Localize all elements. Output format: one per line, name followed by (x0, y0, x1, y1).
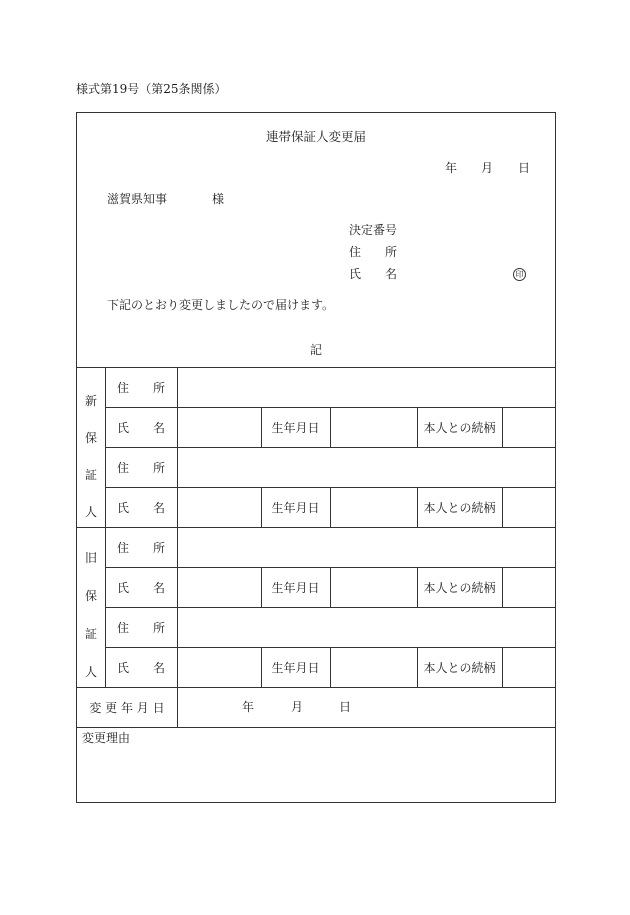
change-reason-field[interactable] (77, 748, 555, 802)
date-month-label: 月 (481, 161, 494, 175)
old-guarantor-1-address-field[interactable] (177, 527, 555, 567)
old-guarantor-2-relation-field[interactable] (502, 647, 555, 687)
address-label: 住 所 (116, 540, 165, 555)
old-guarantor-2-address-field[interactable] (177, 607, 555, 647)
new-guarantor-char: 人 (84, 505, 97, 519)
address-label: 住 所 (116, 460, 165, 475)
seal-mark: 印 (513, 268, 526, 281)
applicant-address-label: 住 所 (349, 245, 398, 259)
date-day-label: 日 (518, 161, 531, 175)
relation-label: 本人との続柄 (423, 660, 496, 675)
change-reason-label: 変更理由 (82, 731, 131, 745)
old-guarantor-2-name-field[interactable] (177, 647, 261, 687)
old-guarantor-1-relation-field[interactable] (502, 567, 555, 607)
new-guarantor-2-birthdate-field[interactable] (330, 487, 417, 527)
applicant-name-label: 氏 名 (349, 267, 398, 281)
relation-label: 本人との続柄 (423, 580, 496, 595)
relation-label: 本人との続柄 (423, 500, 496, 515)
intro-text: 下記のとおり変更しましたので届けます。 (107, 298, 335, 312)
addressee: 滋賀県知事 (107, 192, 168, 206)
form-number: 様式第19号（第25条関係） (76, 82, 227, 96)
new-guarantor-2-address-field[interactable] (177, 447, 555, 487)
new-guarantor-1-birthdate-field[interactable] (330, 407, 417, 447)
old-guarantor-label (77, 527, 105, 687)
form-title: 連帯保証人変更届 (265, 129, 366, 144)
new-guarantor-2-relation-field[interactable] (502, 487, 555, 527)
birthdate-label: 生年月日 (271, 580, 320, 595)
change-date-month-label: 月 (291, 700, 304, 714)
new-guarantor-char: 新 (84, 394, 97, 408)
new-guarantor-1-relation-field[interactable] (502, 407, 555, 447)
old-guarantor-2-birthdate-field[interactable] (330, 647, 417, 687)
old-guarantor-1-name-field[interactable] (177, 567, 261, 607)
ki-heading: 記 (309, 343, 322, 357)
old-guarantor-1-birthdate-field[interactable] (330, 567, 417, 607)
name-label: 氏 名 (116, 500, 165, 515)
old-guarantor-char: 証 (84, 627, 97, 641)
date-year-label: 年 (445, 161, 458, 175)
change-date-label: 変 更 年 月 日 (89, 700, 165, 715)
honorific: 様 (212, 192, 225, 206)
name-label: 氏 名 (116, 660, 165, 675)
change-date-day-label: 日 (339, 700, 352, 714)
new-guarantor-1-address-field[interactable] (177, 367, 555, 407)
address-label: 住 所 (116, 620, 165, 635)
reason-top-line (77, 727, 555, 728)
old-guarantor-char: 人 (84, 665, 97, 679)
old-guarantor-char: 旧 (84, 551, 97, 565)
form-frame (76, 112, 556, 803)
new-guarantor-char: 保 (84, 431, 97, 445)
change-date-year-label: 年 (242, 700, 255, 714)
name-label: 氏 名 (116, 580, 165, 595)
decision-number-label: 決定番号 (349, 223, 398, 237)
new-guarantor-label (77, 367, 105, 527)
birthdate-label: 生年月日 (271, 500, 320, 515)
birthdate-label: 生年月日 (271, 660, 320, 675)
old-guarantor-char: 保 (84, 589, 97, 603)
new-guarantor-2-name-field[interactable] (177, 487, 261, 527)
name-label: 氏 名 (116, 420, 165, 435)
relation-label: 本人との続柄 (423, 420, 496, 435)
new-guarantor-1-name-field[interactable] (177, 407, 261, 447)
new-guarantor-char: 証 (84, 468, 97, 482)
birthdate-label: 生年月日 (271, 420, 320, 435)
address-label: 住 所 (116, 380, 165, 395)
